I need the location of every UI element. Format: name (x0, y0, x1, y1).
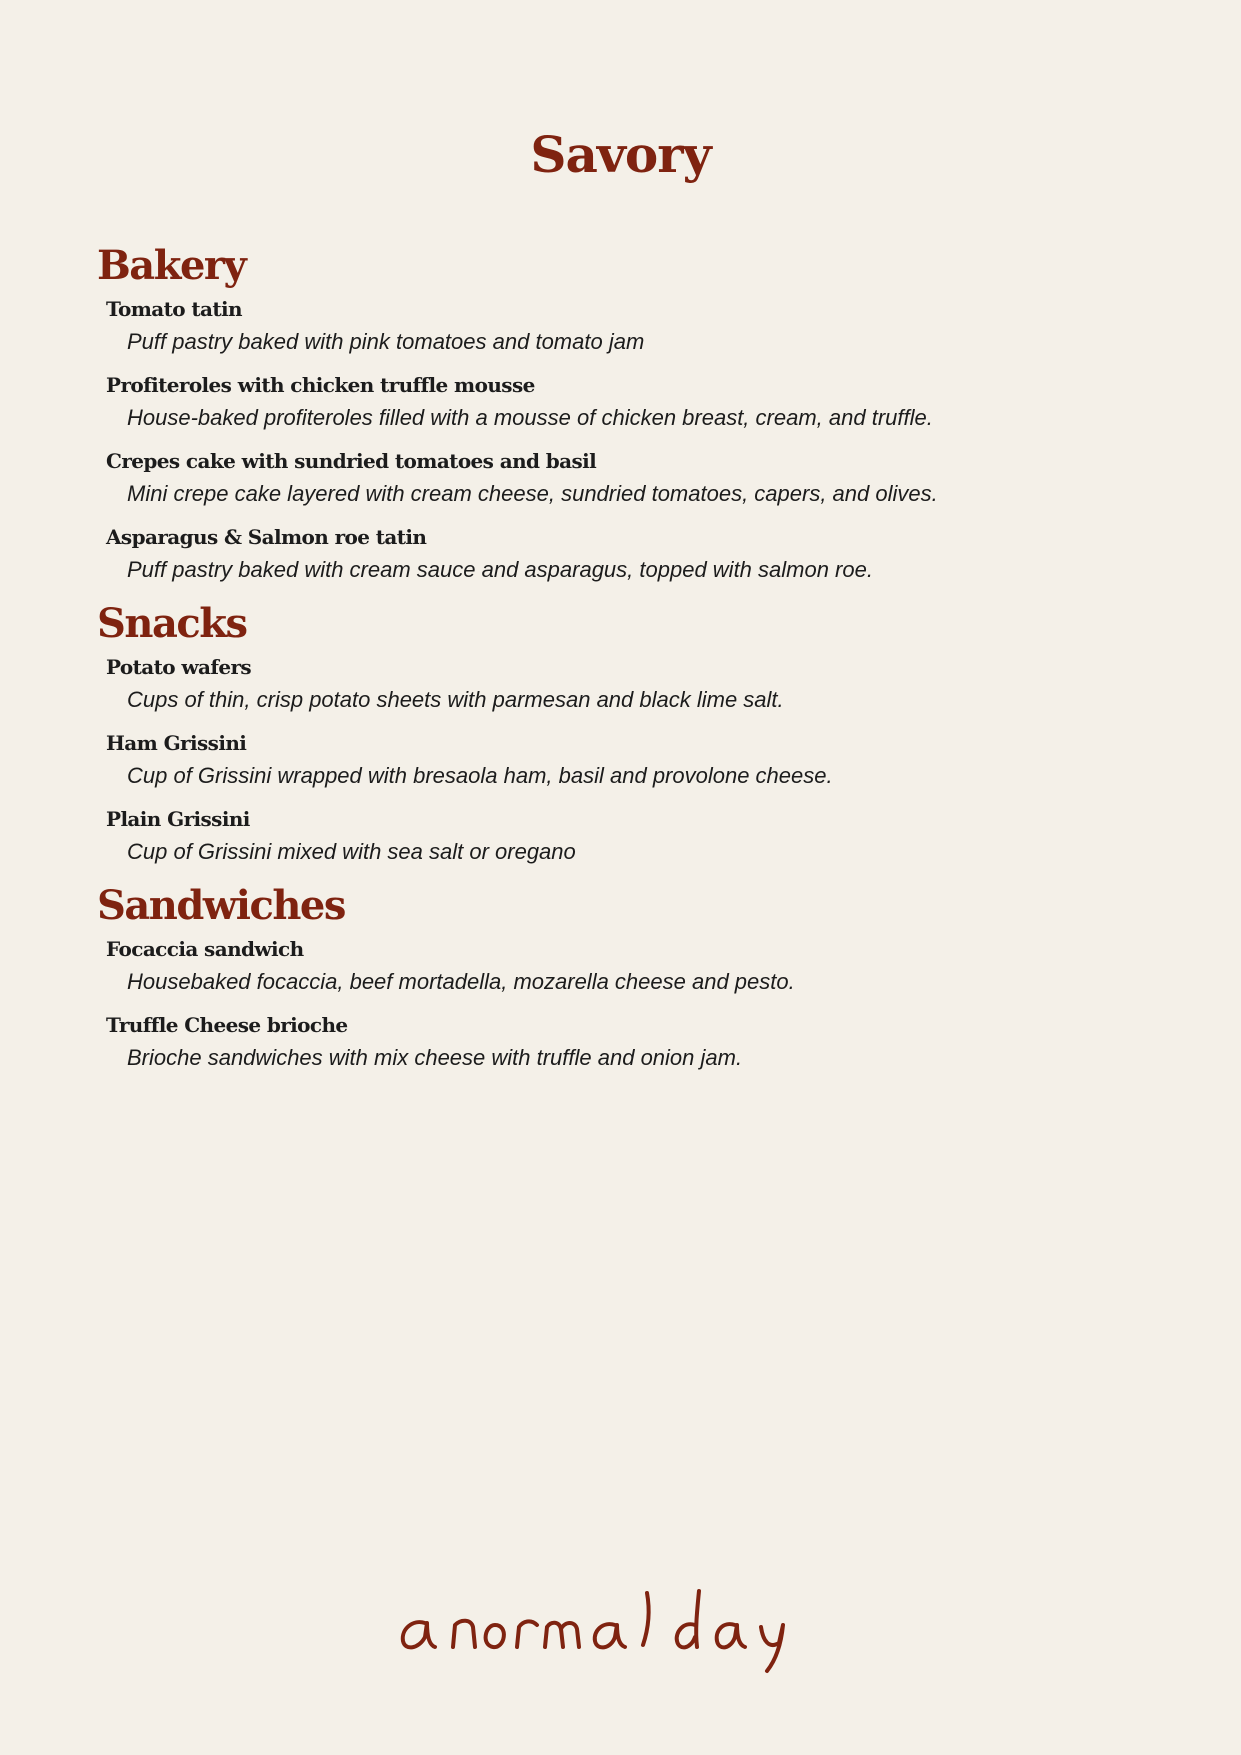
item-description: House-baked profiteroles filled with a mousse of chicken breast, cream, and truffle. (127, 405, 933, 430)
item-name: Crepes cake with sundried tomatoes and basil (106, 449, 597, 473)
item-name: Asparagus & Salmon roe tatin (106, 525, 427, 549)
item-description: Puff pastry baked with cream sauce and asparagus, topped with salmon roe. (127, 557, 873, 582)
item-description: Mini crepe cake layered with cream cheese, sundried tomatoes, capers, and olives. (127, 481, 938, 506)
item-description: Cup of Grissini mixed with sea salt or oregano (127, 839, 576, 864)
menu-item (106, 936, 1157, 996)
section-title: Snacks (97, 600, 247, 647)
menu-item (106, 806, 1157, 866)
section-sandwiches (97, 882, 1157, 1072)
menu-item (106, 1012, 1157, 1072)
item-name: Ham Grissini (106, 731, 247, 755)
item-description: Housebaked focaccia, beef mortadella, mozarella cheese and pesto. (127, 969, 795, 994)
item-description: Brioche sandwiches with mix cheese with truffle and onion jam. (127, 1045, 743, 1070)
menu-item (106, 524, 1157, 584)
brand-logo (395, 1585, 855, 1675)
item-name: Tomato tatin (106, 297, 242, 321)
item-description: Puff pastry baked with pink tomatoes and tomato jam (127, 329, 645, 354)
item-name: Focaccia sandwich (106, 937, 304, 961)
item-description: Cup of Grissini wrapped with bresaola ham, basil and provolone cheese. (127, 763, 833, 788)
section-bakery (97, 242, 1157, 584)
section-title: Bakery (97, 242, 246, 289)
item-name: Profiteroles with chicken truffle mousse (106, 373, 535, 397)
menu-item (106, 448, 1157, 508)
item-name: Plain Grissini (106, 807, 250, 831)
page-title: Savory (530, 125, 711, 184)
item-name: Potato wafers (106, 655, 252, 679)
item-description: Cups of thin, crisp potato sheets with parmesan and black lime salt. (127, 687, 784, 712)
menu (97, 242, 1157, 1088)
menu-item (106, 654, 1157, 714)
menu-item (106, 372, 1157, 432)
menu-item (106, 730, 1157, 790)
menu-item (106, 296, 1157, 356)
section-snacks (97, 600, 1157, 866)
item-name: Truffle Cheese brioche (106, 1013, 348, 1037)
section-title: Sandwiches (97, 882, 345, 929)
